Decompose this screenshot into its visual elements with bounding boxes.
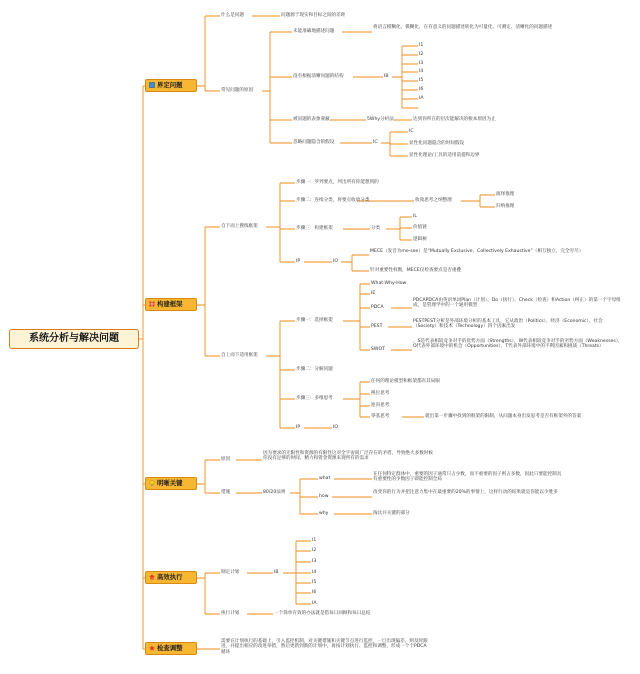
node-cause-2[interactable]: 没有根据清晰问题的结构	[293, 74, 344, 79]
leaf-item[interactable]: 逻辑树	[413, 237, 427, 242]
root-node[interactable]: 系统分析与解决问题	[9, 329, 139, 349]
node-execute-desc[interactable]: 一个简单有效的办法就是借每日回顾和每日总结	[274, 611, 371, 616]
branch-title: 构建框架	[157, 300, 183, 308]
node-bu-step-3[interactable]: 步骤三：构建框架	[296, 226, 333, 231]
leaf-item[interactable]: I1	[312, 538, 317, 543]
leaf-item[interactable]: I4	[312, 570, 317, 575]
node-what-desc[interactable]: 在任何特定群体中，重要的因子通常只占少数，而不重要的因子则占多数，因此只要能控制具有重要性的少数因子即能控制全局	[373, 472, 562, 483]
star-icon	[149, 645, 155, 651]
leaf-item[interactable]: I6	[312, 590, 317, 595]
node-reason[interactable]: 原因	[221, 457, 231, 462]
node-measures[interactable]: 措施	[221, 490, 231, 495]
node-bu-ip[interactable]: IP	[296, 259, 301, 264]
leaf-item[interactable]: 价值链	[413, 225, 427, 230]
node-mece[interactable]: MECE（发音为me-see）是“Mutually Exclusive，Collectively Exhaustive”（相互独立，完全穷尽）	[370, 249, 584, 254]
node-bu-step-1[interactable]: 步骤一：罗列要点，列出所有你能想到的	[296, 180, 379, 185]
branch-title: 界定问题	[157, 81, 183, 89]
leaf-item[interactable]: 逆向思考	[371, 403, 390, 408]
node-cause-2-ib[interactable]: IB	[384, 74, 389, 79]
node-td-step-1[interactable]: 步骤一：选择框架	[296, 318, 333, 323]
node-5why[interactable]: 5Why分析法	[367, 117, 394, 122]
node-top-down[interactable]: 自上而下适用框架	[221, 353, 258, 358]
node-bu-io[interactable]: IO	[333, 259, 338, 264]
leaf-item[interactable]: 演绎推理	[496, 192, 515, 197]
leaf-item[interactable]: IE	[371, 291, 376, 296]
grid-icon	[149, 301, 155, 307]
node-td-step-2[interactable]: 步骤二：分解问题	[296, 367, 333, 372]
leaf-item[interactable]: 任何的理论模型和框架都有其局限	[371, 379, 440, 384]
bulb-icon	[149, 480, 155, 486]
node-root-cause[interactable]: 达到你所在的层次能解决的根本原因为止	[413, 117, 496, 122]
node-how[interactable]: how	[319, 494, 329, 499]
node-zero-base-desc[interactable]: 就出第一步骤中找到的框架的限制，从问题本身出发思考是否有框架外的答案	[425, 414, 582, 419]
leaf-item[interactable]: I5	[419, 78, 424, 83]
node-check-desc[interactable]: 需要在计划执行的基础上，引入监控机制，对关键措施和关键节点进行监控，一旦出现偏差，则及时跟进，并提出相应的改进举措，然后更新到新的计划中，再按计划执行、监控和调整，形成一个个PDCA循环	[221, 639, 428, 655]
leaf-item[interactable]: I3	[312, 559, 317, 564]
checkbox-icon	[149, 82, 155, 88]
house-icon	[149, 574, 155, 580]
node-mece-2[interactable]: 针对重要性权衡，MECE仅检查要点是否重叠	[370, 268, 462, 273]
leaf-item[interactable]: IC	[409, 129, 414, 134]
branch-execute[interactable]	[145, 571, 197, 584]
node-td-step-3[interactable]: 步骤三：多维思考	[296, 396, 333, 401]
leaf-item[interactable]: IL	[413, 214, 417, 219]
node-bottom-up[interactable]: 自下而上搜练框架	[221, 224, 258, 229]
leaf-item[interactable]: PEST	[371, 324, 383, 329]
node-execute-plan[interactable]: 执行计划	[221, 611, 240, 616]
node-reason-desc[interactable]: 因为要求的无限性和资源的有限性这对全宇宙间广泛存在的矛盾，导致绝大多数时候你没有足够的时间、精力和资金资源来现所有的需求	[263, 451, 433, 462]
node-what-is-problem[interactable]: 什么是问题	[221, 13, 244, 18]
leaf-item[interactable]: 零基思考	[371, 414, 390, 419]
node-how-desc[interactable]: 改变你的行为并把注意力集中在最重要的20%的事情上，这样行动的结果就是你能以少胜多	[373, 490, 558, 495]
node-cause-1[interactable]: 未能准确地描述问题	[293, 29, 335, 34]
node-why-desc[interactable]: 淘汰并关键的部分	[373, 511, 410, 516]
node-pest-desc[interactable]: PESTPEST分析是外部环境分析的基本工具，它从政治（Politics）、经济（Economic）、社会（Society）和技术（Technology）四个因素出发	[413, 319, 603, 330]
node-td-ip[interactable]: IP	[296, 425, 301, 430]
leaf-item[interactable]: 归纳推理	[496, 204, 515, 209]
leaf-item[interactable]: PDCA	[371, 305, 384, 310]
leaf-item[interactable]: I5	[312, 580, 317, 585]
leaf-item[interactable]: I6	[419, 87, 424, 92]
branch-build-framework[interactable]	[145, 298, 197, 311]
node-cause-4[interactable]: 忽略问题隐含的假设	[293, 140, 335, 145]
node-cause-4-ic[interactable]: IC	[373, 140, 378, 145]
node-common-causes[interactable]: 常见问题的原因	[221, 88, 254, 93]
leaf-item[interactable]: I1	[419, 43, 424, 48]
node-make-plan[interactable]: 制定计划	[221, 570, 240, 575]
leaf-item[interactable]: What-Why-How	[371, 281, 407, 286]
node-why[interactable]: why	[319, 511, 329, 516]
branch-clarify-key[interactable]	[145, 477, 197, 490]
node-8020[interactable]: 80/20法则	[263, 490, 286, 495]
branch-title: 高效执行	[157, 573, 183, 581]
node-cause-1-desc[interactable]: 将语言模糊化、模糊化，在有意义的问题描述转化为可量化、可测定、清晰化的问题描述	[373, 25, 553, 30]
leaf-item[interactable]: I3	[419, 61, 424, 66]
node-swot-desc[interactable]: ，S是代表相较竞争对手的优势方面（Strengths），W代表相较竞争对手的劣势方面（Weaknesses），O代表外部环境中的机会（Opportunities），T代表外部环境中的不利因素和挑战（Threats）	[413, 339, 623, 350]
leaf-item[interactable]: SWOT	[371, 347, 385, 352]
node-td-io[interactable]: IO	[333, 425, 338, 430]
node-problem-definition[interactable]: 问题源于现实和目标之间的差距	[281, 13, 346, 18]
node-bu-classify[interactable]: 分类	[371, 226, 381, 231]
node-bu-step-2[interactable]: 步骤二：连续分类，将要点收放分类	[296, 198, 370, 203]
node-what[interactable]: what	[319, 476, 331, 481]
node-cause-3[interactable]: 被问题的表象蒙蔽	[293, 117, 330, 122]
leaf-item[interactable]: 换位思考	[371, 391, 390, 396]
leaf-item[interactable]: 显性化理论/工具的适用前提和边界	[409, 153, 480, 158]
branch-check-adjust[interactable]	[145, 642, 197, 655]
leaf-item[interactable]: I2	[312, 548, 317, 553]
branch-define-problem[interactable]	[145, 79, 197, 92]
branch-title: 明晰关键	[157, 479, 183, 487]
node-bu-converge[interactable]: 收敛思考之纳整理	[415, 198, 452, 203]
branch-title: 检查调整	[157, 644, 183, 652]
leaf-item[interactable]: I4	[419, 69, 424, 74]
leaf-item[interactable]: IA	[419, 96, 424, 101]
leaf-item[interactable]: 显性化问题隐含的时间假设	[409, 141, 465, 146]
leaf-item[interactable]: IA	[312, 601, 317, 606]
node-pdca-desc[interactable]: PDCAPDCA由英语单词Plan（计划）、Do（执行）、Check（检查）和Action（纠正）的第一个字母组成，是管理学中的一个通用模型	[413, 298, 621, 309]
node-plan-ib[interactable]: IB	[274, 570, 279, 575]
leaf-item[interactable]: I2	[419, 52, 424, 57]
